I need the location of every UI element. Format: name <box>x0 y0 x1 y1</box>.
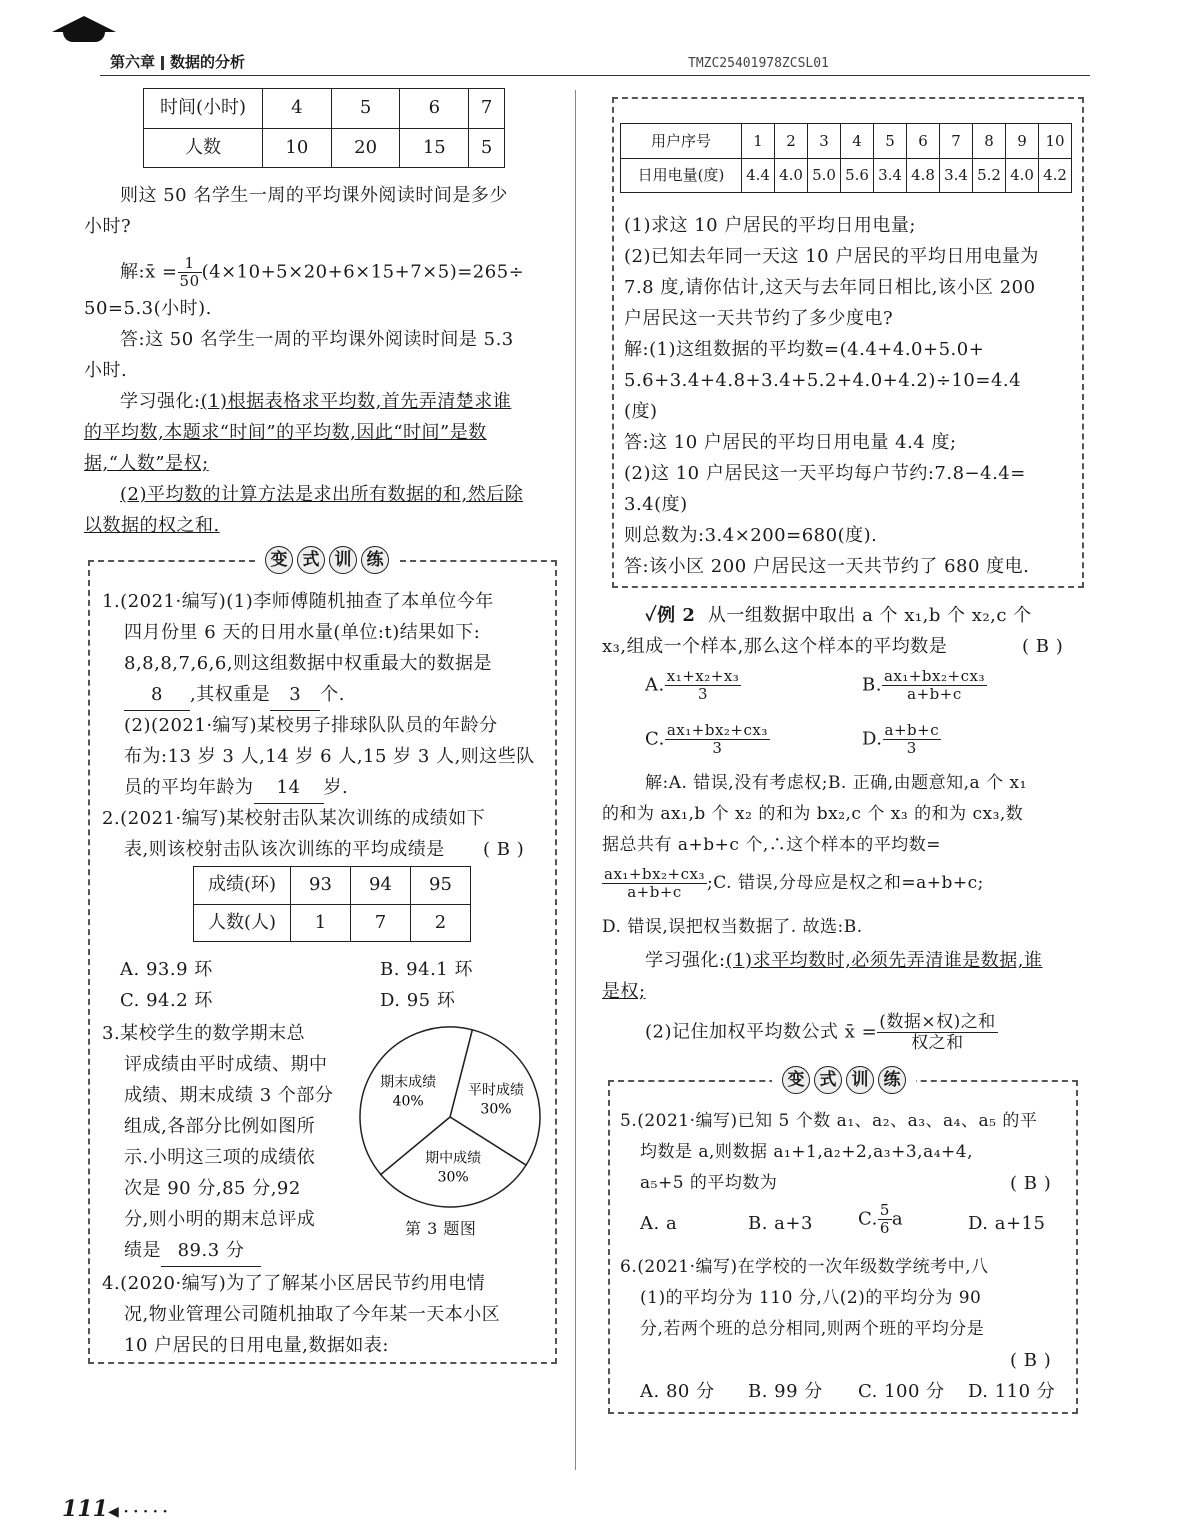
question-1-text: 1.(2021·编写)(1)李师傅随机抽查了本单位今年 <box>102 591 494 612</box>
fraction <box>665 668 742 703</box>
option-a: A. 93.9 环 <box>120 959 213 980</box>
study-text: 以数据的权之和. <box>84 515 220 536</box>
pie-label: 期末成绩 <box>380 1074 437 1091</box>
pie-value-label: 30% <box>437 1169 469 1186</box>
fraction-denominator: a+b+c <box>627 883 682 901</box>
q4-part: 户居民这一天共节约了多少度电? <box>624 308 894 329</box>
fraction-numerator: 1 <box>178 255 202 273</box>
pie-label: 平时成绩 <box>467 1082 524 1099</box>
fraction-numerator: ax₁+bx₂+cx₃ <box>604 865 706 883</box>
table3-header-cell: 1 <box>742 124 775 159</box>
option-b <box>862 668 987 703</box>
answer-blank: 14 <box>254 772 324 804</box>
study-text: (2)平均数的计算方法是求出所有数据的和,然后除 <box>120 484 524 505</box>
table3-header-cell: 5 <box>874 124 907 159</box>
question-1-text: 布为:13 岁 3 人,14 岁 6 人,15 岁 3 人,则这些队 <box>124 746 535 767</box>
question-1-text: 个. <box>320 684 345 705</box>
fraction <box>878 1202 892 1237</box>
table3-header-cell: 8 <box>973 124 1006 159</box>
table3-cell: 4.4 <box>742 158 775 193</box>
answer-blank: 89.3 分 <box>161 1235 261 1267</box>
practice-banner <box>255 546 399 574</box>
banner-char: 变 <box>265 546 293 574</box>
pie-value-label: 40% <box>392 1093 424 1110</box>
pie-label: 期中成绩 <box>425 1150 482 1167</box>
option-c: C. 94.2 环 <box>120 990 213 1011</box>
table2-header-cell: 95 <box>411 867 471 905</box>
table1-header-cell: 时间(小时) <box>144 89 263 129</box>
solution-2-text: 据总共有 a+b+c 个,∴这个样本的平均数= <box>602 835 941 855</box>
solution-line: 50=5.3(小时). <box>84 298 212 319</box>
q4-part: (2)已知去年同一天这 10 户居民的平均日用电量为 <box>624 246 1039 267</box>
banner-char: 训 <box>329 546 357 574</box>
answer-blank: 3 <box>270 679 320 711</box>
answer-blank: 8 <box>124 679 190 711</box>
table3-cell: 5.0 <box>808 158 841 193</box>
section-label: 数据的分析 <box>170 53 246 71</box>
example-answer: ( B ) <box>1022 636 1064 657</box>
question-2-answer: ( B ) <box>483 839 525 860</box>
header-rule <box>100 75 1090 76</box>
question-1-text: 员的平均年龄为 <box>124 777 254 798</box>
fraction <box>883 722 942 757</box>
table2-cell: 1 <box>291 904 351 942</box>
fraction-denominator: 3 <box>712 739 723 757</box>
table2-header-cell: 94 <box>351 867 411 905</box>
fraction-denominator: 50 <box>179 272 200 290</box>
question-5-answer: ( B ) <box>1010 1173 1052 1194</box>
chart-caption: 第 3 题图 <box>405 1219 477 1238</box>
option-label: C. <box>645 728 665 750</box>
table1-cell: 15 <box>400 128 469 168</box>
table1-header-cell: 4 <box>263 89 332 129</box>
study-text: 是权; <box>602 981 646 1002</box>
question-6-text: 6.(2021·编写)在学校的一次年级数学统考中,八 <box>620 1257 989 1277</box>
pie-chart <box>355 1022 545 1212</box>
table1-header-cell: 5 <box>331 89 400 129</box>
fraction-denominator: 6 <box>879 1219 890 1237</box>
option-label: A. <box>645 674 665 696</box>
banner-char: 练 <box>361 546 389 574</box>
title-separator <box>161 56 164 70</box>
fraction-numerator: ax₁+bx₂+cx₃ <box>883 667 985 685</box>
study-text: 的平均数,本题求“时间”的平均数,因此“时间”是数 <box>84 422 487 443</box>
solution-rest: (4×10+5×20+6×15+7×5)=265÷ <box>201 261 525 283</box>
table3-cell: 4.8 <box>907 158 940 193</box>
question-3-text: 成绩、期末成绩 3 个部分 <box>124 1085 334 1106</box>
electricity-table <box>620 123 1072 193</box>
q4-solution: 则总数为:3.4×200=680(度). <box>624 525 878 546</box>
question-1-text: ,其权重是 <box>190 684 271 705</box>
answer-line: 小时. <box>84 360 128 381</box>
q4-solution: 解:(1)这组数据的平均数=(4.4+4.0+5.0+ <box>624 339 985 360</box>
answer-line: 答:这 50 名学生一周的平均课外阅读时间是 5.3 <box>120 329 514 350</box>
table3-cell: 4.0 <box>775 158 808 193</box>
table3-cell: 3.4 <box>940 158 973 193</box>
fraction-numerator: (数据×权)之和 <box>879 1012 996 1032</box>
question-text: 小时? <box>84 216 132 237</box>
q5-option-d: D. a+15 <box>968 1213 1046 1234</box>
option-label: C. <box>858 1208 878 1230</box>
pie-value-label: 30% <box>480 1101 512 1118</box>
mortarboard-base-icon <box>63 30 105 42</box>
q4-solution: 答:这 10 户居民的平均日用电量 4.4 度; <box>624 432 957 453</box>
solution-2-text: 的和为 ax₁,b 个 x₂ 的和为 bx₂,c 个 x₃ 的和为 cx₃,数 <box>602 804 1024 824</box>
solution-2-fraction-line <box>602 866 984 901</box>
table1-cell: 人数 <box>144 128 263 168</box>
table1-header-cell: 6 <box>400 89 469 129</box>
q4-solution: (度) <box>624 401 658 422</box>
q6-option-c: C. 100 分 <box>858 1381 945 1402</box>
column-divider <box>575 90 576 1470</box>
solution-2-text: ;C. 错误,分母应是权之和=a+b+c; <box>707 873 984 893</box>
fraction <box>665 722 770 757</box>
table2-cell: 7 <box>351 904 411 942</box>
question-5-text: a₅+5 的平均数为 <box>640 1173 778 1193</box>
table2-header-cell: 成绩(环) <box>194 867 291 905</box>
study-text: (1)根据表格求平均数,首先弄清楚求谁 <box>200 391 512 412</box>
table2-header-cell: 93 <box>291 867 351 905</box>
fraction-denominator: a+b+c <box>907 685 962 703</box>
time-people-table <box>143 88 505 168</box>
example-label: ✓例 2 <box>645 605 696 626</box>
fraction-numerator: ax₁+bx₂+cx₃ <box>666 721 768 739</box>
question-4-text: 10 户居民的日用电量,数据如表: <box>124 1335 389 1356</box>
table3-cell: 3.4 <box>874 158 907 193</box>
option-label: B. <box>862 674 882 696</box>
question-6-text: 分,若两个班的总分相同,则两个班的平均分是 <box>640 1319 985 1339</box>
study-text: (1)求平均数时,必须先弄清谁是数据,谁 <box>725 950 1043 971</box>
study-text: 据,“人数”是权; <box>84 453 209 474</box>
table1-cell: 5 <box>469 128 505 168</box>
question-3-text: 分,则小明的期末总评成 <box>124 1209 316 1230</box>
table3-header-cell: 6 <box>907 124 940 159</box>
study-note <box>120 386 511 417</box>
study-text: (2)记住加权平均数公式 x̄ = <box>645 1021 878 1043</box>
q4-solution: (2)这 10 户居民这一天平均每户节约:7.8−4.4= <box>624 463 1026 484</box>
study-note-2 <box>645 945 1043 976</box>
question-3-text: 3.某校学生的数学期末总 <box>102 1023 306 1044</box>
table3-header-cell: 3 <box>808 124 841 159</box>
book-code: TMZC25401978ZCSL01 <box>688 56 829 71</box>
study-label: 学习强化: <box>645 950 726 971</box>
solution-line <box>120 255 524 290</box>
table3-header-cell: 7 <box>940 124 973 159</box>
fraction-numerator: 5 <box>879 1201 890 1219</box>
q4-part: 7.8 度,请你估计,这天与去年同日相比,该小区 200 <box>624 277 1036 298</box>
banner-char: 练 <box>878 1066 906 1094</box>
fraction <box>178 255 202 290</box>
table2-cell: 2 <box>411 904 471 942</box>
example-text: x₃,组成一个样本,那么这个样本的平均数是 <box>602 636 948 657</box>
question-text: 则这 50 名学生一周的平均课外阅读时间是多少 <box>120 185 508 206</box>
option-c <box>645 722 770 757</box>
option-d <box>862 722 941 757</box>
chapter-title <box>110 52 245 72</box>
question-4-text: 况,物业管理公司随机抽取了今年某一天本小区 <box>124 1304 501 1325</box>
table3-cell: 5.2 <box>973 158 1006 193</box>
question-5-text: 均数是 a,则数据 a₁+1,a₂+2,a₃+3,a₄+4, <box>640 1142 974 1162</box>
chapter-label: 第六章 <box>110 53 156 71</box>
question-1-text: 岁. <box>323 777 349 798</box>
table3-cell: 5.6 <box>841 158 874 193</box>
q4-solution: 5.6+3.4+4.8+3.4+5.2+4.0+4.2)÷10=4.4 <box>624 370 1022 391</box>
banner-char: 训 <box>846 1066 874 1094</box>
table3-header-cell: 10 <box>1039 124 1072 159</box>
question-3-text: 次是 90 分,85 分,92 <box>124 1178 301 1199</box>
option-d: D. 95 环 <box>380 990 456 1011</box>
solution-prefix: 解:x̄ = <box>120 261 178 283</box>
question-1-text: (2)(2021·编写)某校男子排球队队员的年龄分 <box>124 715 498 736</box>
table1-header-cell: 7 <box>469 89 505 129</box>
question-1-answers <box>124 679 345 711</box>
question-3-text: 示.小明这三项的成绩依 <box>124 1147 316 1168</box>
example-text: 从一组数据中取出 a 个 x₁,b 个 x₂,c 个 <box>707 605 1032 626</box>
fraction <box>602 866 707 901</box>
q5-option-a: A. a <box>640 1213 678 1234</box>
study-label: 学习强化: <box>120 391 201 412</box>
question-5-text: 5.(2021·编写)已知 5 个数 a₁、a₂、a₃、a₄、a₅ 的平 <box>620 1111 1038 1131</box>
table3-cell: 4.0 <box>1006 158 1039 193</box>
fraction-denominator: 权之和 <box>911 1033 964 1053</box>
option-text: a <box>891 1208 904 1230</box>
option-b: B. 94.1 环 <box>380 959 473 980</box>
q4-solution: 答:该小区 200 户居民这一天共节约了 680 度电. <box>624 556 1030 577</box>
question-2-text: 2.(2021·编写)某校射击队某次训练的成绩如下 <box>102 808 486 829</box>
fraction <box>877 1012 998 1053</box>
question-3-answer-line <box>124 1235 261 1267</box>
option-label: D. <box>862 728 883 750</box>
q6-option-a: A. 80 分 <box>640 1381 715 1402</box>
table1-cell: 10 <box>263 128 332 168</box>
question-1-text: 四月份里 6 天的日用水量(单位:t)结果如下: <box>124 622 481 643</box>
question-6-answer: ( B ) <box>1010 1350 1052 1371</box>
question-6-text: (1)的平均分为 110 分,八(2)的平均分为 90 <box>640 1288 982 1308</box>
table2-cell: 人数(人) <box>194 904 291 942</box>
solution-2-text: 解:A. 错误,没有考虑权;B. 正确,由题意知,a 个 x₁ <box>645 773 1027 793</box>
example-2-line <box>645 600 1032 631</box>
page-number: 111◀ · · · · · <box>62 1496 168 1522</box>
practice-banner <box>772 1066 916 1094</box>
fraction-numerator: a+b+c <box>884 721 940 739</box>
q5-option-b: B. a+3 <box>748 1213 813 1234</box>
table1-cell: 20 <box>331 128 400 168</box>
banner-char: 变 <box>782 1066 810 1094</box>
question-1-answer-line <box>124 772 348 804</box>
banner-char: 式 <box>814 1066 842 1094</box>
q6-option-b: B. 99 分 <box>748 1381 823 1402</box>
q4-part: (1)求这 10 户居民的平均日用电量; <box>624 215 916 236</box>
table3-cell: 日用电量(度) <box>621 158 742 193</box>
q4-solution: 3.4(度) <box>624 494 688 515</box>
fraction-denominator: 3 <box>906 739 917 757</box>
question-2-text: 表,则该校射击队该次训练的平均成绩是 <box>124 839 445 860</box>
q6-option-d: D. 110 分 <box>968 1381 1056 1402</box>
weighted-mean-formula <box>645 1012 998 1053</box>
table3-header-cell: 2 <box>775 124 808 159</box>
question-3-text: 绩是 <box>124 1240 161 1261</box>
table3-header-cell: 用户序号 <box>621 124 742 159</box>
fraction <box>882 668 987 703</box>
banner-char: 式 <box>297 546 325 574</box>
table3-cell: 4.2 <box>1039 158 1072 193</box>
table3-header-cell: 4 <box>841 124 874 159</box>
score-table <box>193 866 471 942</box>
question-1-text: 8,8,8,7,6,6,则这组数据中权重最大的数据是 <box>124 653 493 674</box>
page-number-text: 111 <box>62 1496 108 1522</box>
table3-header-cell: 9 <box>1006 124 1039 159</box>
solution-2-text: D. 错误,误把权当数据了. 故选:B. <box>602 917 863 937</box>
fraction-denominator: 3 <box>697 685 709 703</box>
question-3-text: 评成绩由平时成绩、期中 <box>124 1054 328 1075</box>
question-3-text: 组成,各部分比例如图所 <box>124 1116 316 1137</box>
question-4-text: 4.(2020·编写)为了了解某小区居民节约用电情 <box>102 1273 486 1294</box>
fraction-numerator: x₁+x₂+x₃ <box>666 667 740 685</box>
q5-option-c <box>858 1202 903 1237</box>
option-a <box>645 668 741 703</box>
